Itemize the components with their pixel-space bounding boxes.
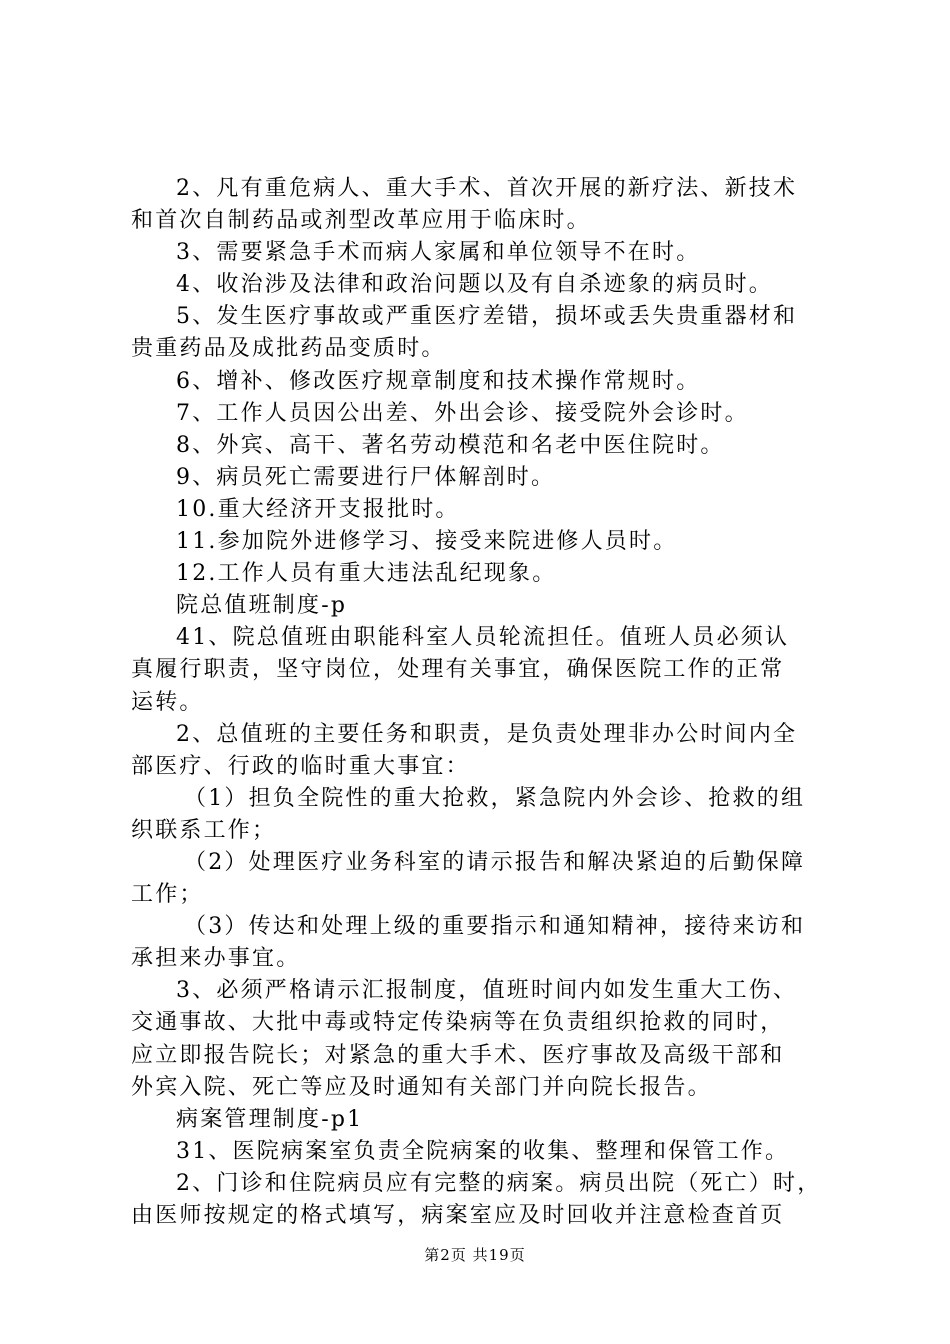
text-line: 3、需要紧急手术而病人家属和单位领导不在时。 (176, 240, 701, 266)
text-line: 3、必须严格请示汇报制度，值班时间内如发生重大工伤、 (176, 978, 798, 1004)
text-line: 外宾入院、死亡等应及时通知有关部门并向院长报告。 (131, 1074, 712, 1100)
text-line: 交通事故、大批中毒或特定传染病等在负责组织抢救的同时， (131, 1010, 785, 1036)
text-line: 由医师按规定的格式填写，病案室应及时回收并注意检查首页 (131, 1203, 785, 1228)
text-line: 承担来办事宜。 (131, 946, 301, 972)
text-line: （1）担负全院性的重大抢救，紧急院内外会诊、抢救的组 (184, 785, 806, 811)
text-line: 部医疗、行政的临时重大事宜： (131, 753, 470, 779)
text-line: 工作； (131, 882, 204, 908)
text-line: 41、院总值班由职能科室人员轮流担任。值班人员必须认 (176, 625, 790, 651)
text-line: （3）传达和处理上级的重要指示和通知精神，接待来访和 (184, 914, 806, 940)
text-line: 2、凡有重危病人、重大手术、首次开展的新疗法、新技术 (176, 176, 798, 201)
text-line: 11.参加院外进修学习、接受来院进修人员时。 (176, 529, 678, 555)
text-line: 5、发生医疗事故或严重医疗差错，损坏或丢失贵重器材和 (176, 304, 798, 330)
text-line: 10.重大经济开支报批时。 (176, 496, 460, 522)
text-line: 4、收治涉及法律和政治问题以及有自杀迹象的病员时。 (176, 272, 773, 298)
page-footer: 第2页 共19页 (424, 1246, 526, 1264)
document-body (131, 173, 831, 1232)
text-line: 2、总值班的主要任务和职责，是负责处理非办公时间内全 (176, 721, 798, 747)
text-line: 运转。 (131, 689, 204, 715)
text-line: 7、工作人员因公出差、外出会诊、接受院外会诊时。 (176, 400, 749, 426)
text-line: 应立即报告院长；对紧急的重大手术、医疗事故及高级干部和 (131, 1042, 785, 1068)
text-line: （2）处理医疗业务科室的请示报告和解决紧迫的后勤保障 (184, 849, 806, 875)
text-line: 织联系工作； (131, 817, 277, 843)
text-line: 9、病员死亡需要进行尸体解剖时。 (176, 464, 556, 490)
text-line: 贵重药品及成批药品变质时。 (131, 336, 446, 362)
text-line: 12.工作人员有重大违法乱纪现象。 (176, 561, 557, 587)
text-line: 6、增补、修改医疗规章制度和技术操作常规时。 (176, 368, 701, 394)
text-line: 31、医院病案室负责全院病案的收集、整理和保管工作。 (176, 1138, 790, 1164)
text-line: 8、外宾、高干、著名劳动模范和名老中医住院时。 (176, 432, 725, 458)
text-line: 和首次自制药品或剂型改革应用于临床时。 (131, 208, 591, 234)
text-line: 病案管理制度-p1 (176, 1106, 364, 1132)
text-line: 真履行职责，坚守岗位，处理有关事宜，确保医院工作的正常 (131, 657, 785, 683)
text-line: 2、门诊和住院病员应有完整的病案。病员出院（死亡）时， (176, 1170, 822, 1196)
text-line: 院总值班制度-p (176, 593, 348, 619)
